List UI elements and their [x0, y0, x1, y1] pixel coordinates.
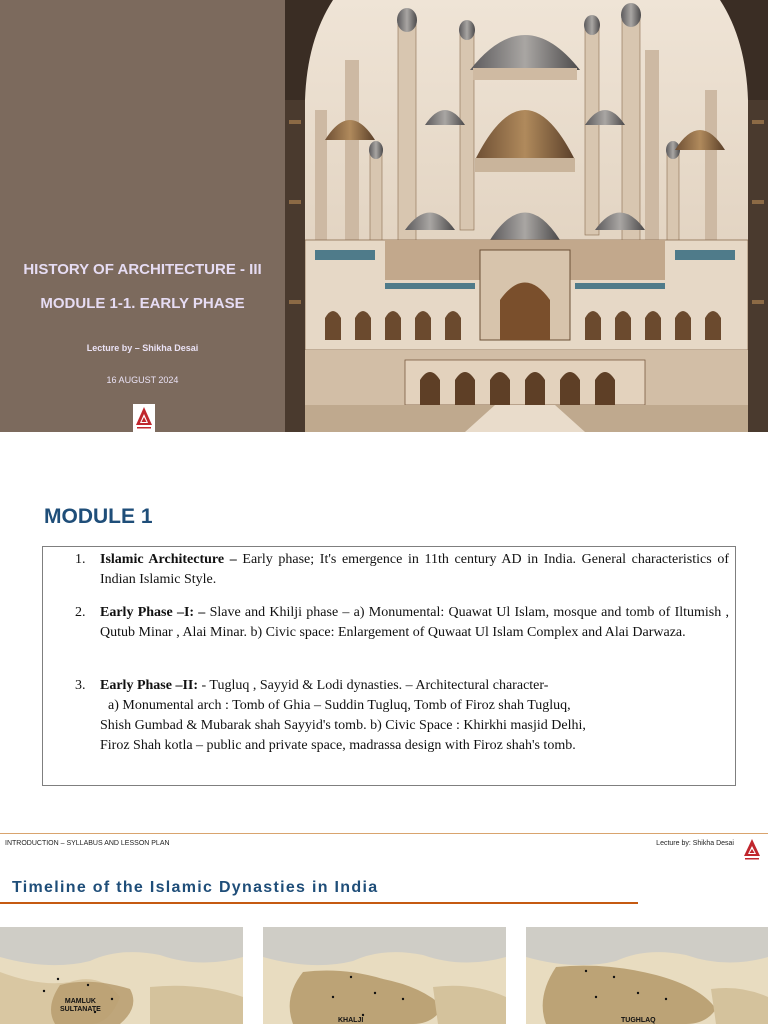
item-text: Early phase; It's emergence in 11th century AD in India. General characteristics of Indian Islamic Style.: [100, 552, 730, 587]
lecturer-name: Lecture by – Shikha Desai: [86, 343, 199, 353]
map-label: KHALJI: [338, 1017, 364, 1024]
item-text: Slave and Khilji phase – a) Monumental: Quawat Ul Islam, mosque and tomb of Iltumish , Qutub Minar , Alai Minar. b) Civic space: Enlargement of Quwaat Ul Islam Complex and Alai Darwaza.: [100, 605, 729, 640]
item-line: Shish Gumbad & Mubarak shah Sayyid's tomb. b) Civic Space : Khirkhi masjid Delhi,: [100, 718, 586, 733]
map-label: TUGHLAQ: [621, 1017, 656, 1024]
item-line: a) Monumental arch : Tomb of Ghia – Suddin Tugluq, Tomb of Firoz shah Tugluq,: [108, 698, 571, 713]
lecture-date: 16 AUGUST 2024: [106, 375, 179, 385]
title-underline: [0, 902, 638, 904]
timeline-slide: [0, 828, 768, 1024]
item-number: 2.: [75, 605, 86, 620]
item-lead: Early Phase –II:: [100, 678, 198, 693]
map-label: MAMLUK SULTANATE: [60, 998, 101, 1013]
course-title: HISTORY OF ARCHITECTURE - III: [23, 261, 262, 278]
timeline-title: Timeline of the Islamic Dynasties in India: [12, 879, 379, 896]
dynasty-map-khalji: [263, 927, 506, 1024]
title-slide: [0, 0, 768, 432]
institute-logo: [742, 837, 762, 863]
item-lead: Islamic Architecture –: [100, 552, 237, 567]
dynasty-map-mamluk: [0, 927, 243, 1024]
item-lead: Early Phase –I: –: [100, 605, 206, 620]
header-lecturer: Lecture by: Shikha Desai: [656, 840, 734, 847]
islamic-architecture-illustration: [285, 0, 768, 432]
header-section-title: INTRODUCTION – SYLLABUS AND LESSON PLAN: [5, 840, 170, 847]
syllabus-box: [42, 546, 736, 786]
module-title: MODULE 1-1. EARLY PHASE: [40, 295, 245, 312]
dynasty-map-tughlaq: [526, 927, 768, 1024]
title-panel: [0, 0, 285, 432]
institute-logo: [133, 404, 155, 432]
item-line: - Tugluq , Sayyid & Lodi dynasties. – Architectural character-: [201, 678, 549, 693]
module-slide: [0, 432, 768, 828]
header-rule: [0, 833, 768, 834]
item-number: 3.: [75, 678, 86, 693]
item-line: Firoz Shah kotla – public and private space, madrassa design with Firoz shah's tomb.: [100, 738, 576, 753]
module-heading: MODULE 1: [44, 505, 153, 528]
item-number: 1.: [75, 552, 86, 567]
